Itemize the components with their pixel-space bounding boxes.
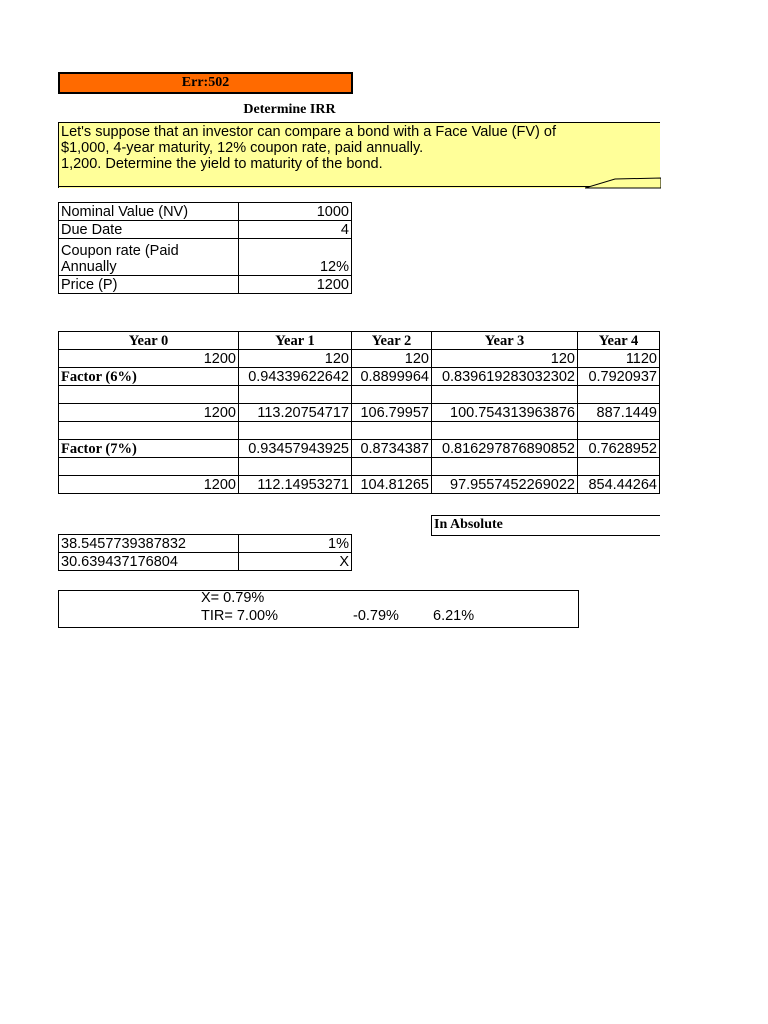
note-bottom-border	[58, 186, 660, 187]
empty-cell[interactable]	[578, 458, 660, 476]
x-result: X= 0.79%	[201, 590, 265, 606]
cashflow-discount-table	[58, 331, 660, 494]
empty-cell[interactable]	[239, 422, 352, 440]
present-value-cell[interactable]: 97.9557452269022	[432, 476, 578, 494]
table-row	[59, 535, 352, 553]
table-row	[59, 386, 660, 404]
note-fold-icon	[585, 177, 661, 189]
param-label: Price (P)	[59, 276, 239, 294]
column-header: Year 0	[59, 332, 239, 350]
present-value-cell[interactable]: 113.20754717	[239, 404, 352, 422]
note-line: 1,200. Determine the yield to maturity of the bond.	[61, 156, 383, 172]
empty-cell[interactable]	[59, 422, 239, 440]
difference-cell[interactable]: 30.639437176804	[59, 553, 239, 571]
interpolation-table	[58, 534, 352, 571]
bond-parameters-table	[58, 202, 352, 294]
cashflow-cell[interactable]: 120	[352, 350, 432, 368]
table-row	[59, 553, 352, 571]
page-title: Determine IRR	[243, 102, 336, 117]
error-banner: Err:502	[58, 72, 353, 94]
factor-label: Factor (6%)	[59, 368, 239, 386]
ratio-cell[interactable]: 1%	[239, 535, 352, 553]
table-row	[59, 239, 352, 276]
empty-cell[interactable]	[352, 422, 432, 440]
factor-cell[interactable]: 0.7628952	[578, 440, 660, 458]
table-header-row	[59, 332, 660, 350]
cashflow-cell[interactable]: 120	[432, 350, 578, 368]
cashflow-cell[interactable]: 120	[239, 350, 352, 368]
table-row	[59, 422, 660, 440]
factor-cell[interactable]: 0.8899964	[352, 368, 432, 386]
table-row	[59, 350, 660, 368]
final-yield: 6.21%	[433, 608, 475, 624]
param-label: Coupon rate (Paid Annually	[59, 239, 239, 276]
table-row	[59, 458, 660, 476]
factor-cell[interactable]: 0.839619283032302	[432, 368, 578, 386]
empty-cell[interactable]	[432, 458, 578, 476]
tir-result: TIR= 7.00%	[201, 608, 278, 624]
empty-cell[interactable]	[578, 386, 660, 404]
param-value[interactable]: 1200	[239, 276, 352, 294]
param-value[interactable]: 4	[239, 221, 352, 239]
empty-cell[interactable]	[239, 458, 352, 476]
present-value-cell[interactable]: 1200	[59, 476, 239, 494]
factor-cell[interactable]: 0.8734387	[352, 440, 432, 458]
factor-label: Factor (7%)	[59, 440, 239, 458]
factor-cell[interactable]: 0.93457943925	[239, 440, 352, 458]
empty-cell[interactable]	[352, 386, 432, 404]
present-value-cell[interactable]: 1200	[59, 404, 239, 422]
present-value-cell[interactable]: 106.79957	[352, 404, 432, 422]
present-value-cell[interactable]: 104.81265	[352, 476, 432, 494]
column-header: Year 4	[578, 332, 660, 350]
param-value[interactable]: 12%	[239, 239, 352, 276]
result-box	[58, 590, 579, 628]
factor-cell[interactable]: 0.94339622642	[239, 368, 352, 386]
table-row	[59, 276, 352, 294]
column-header: Year 1	[239, 332, 352, 350]
empty-cell[interactable]	[59, 386, 239, 404]
note-line: $1,000, 4-year maturity, 12% coupon rate, paid annually.	[61, 140, 424, 156]
present-value-cell[interactable]: 854.44264	[578, 476, 660, 494]
ratio-cell[interactable]: X	[239, 553, 352, 571]
factor-cell[interactable]: 0.816297876890852	[432, 440, 578, 458]
empty-cell[interactable]	[578, 422, 660, 440]
param-label: Nominal Value (NV)	[59, 203, 239, 221]
empty-cell[interactable]	[432, 422, 578, 440]
cashflow-cell[interactable]: 1200	[59, 350, 239, 368]
table-row	[59, 368, 660, 386]
present-value-cell[interactable]: 887.1449	[578, 404, 660, 422]
factor-cell[interactable]: 0.7920937	[578, 368, 660, 386]
present-value-cell[interactable]: 100.754313963876	[432, 404, 578, 422]
empty-cell[interactable]	[432, 386, 578, 404]
difference-cell[interactable]: 38.5457739387832	[59, 535, 239, 553]
param-value[interactable]: 1000	[239, 203, 352, 221]
problem-statement-note	[58, 122, 660, 188]
column-header: Year 3	[432, 332, 578, 350]
table-row	[59, 440, 660, 458]
param-label: Due Date	[59, 221, 239, 239]
in-absolute-label: In Absolute	[431, 515, 660, 536]
table-row	[59, 203, 352, 221]
present-value-cell[interactable]: 112.14953271	[239, 476, 352, 494]
empty-cell[interactable]	[352, 458, 432, 476]
cashflow-cell[interactable]: 1120	[578, 350, 660, 368]
table-row	[59, 404, 660, 422]
note-line: Let's suppose that an investor can compare a bond with a Face Value (FV) of	[61, 124, 556, 140]
negative-adjustment: -0.79%	[353, 608, 399, 624]
table-row	[59, 476, 660, 494]
empty-cell[interactable]	[59, 458, 239, 476]
empty-cell[interactable]	[239, 386, 352, 404]
column-header: Year 2	[352, 332, 432, 350]
table-row	[59, 221, 352, 239]
